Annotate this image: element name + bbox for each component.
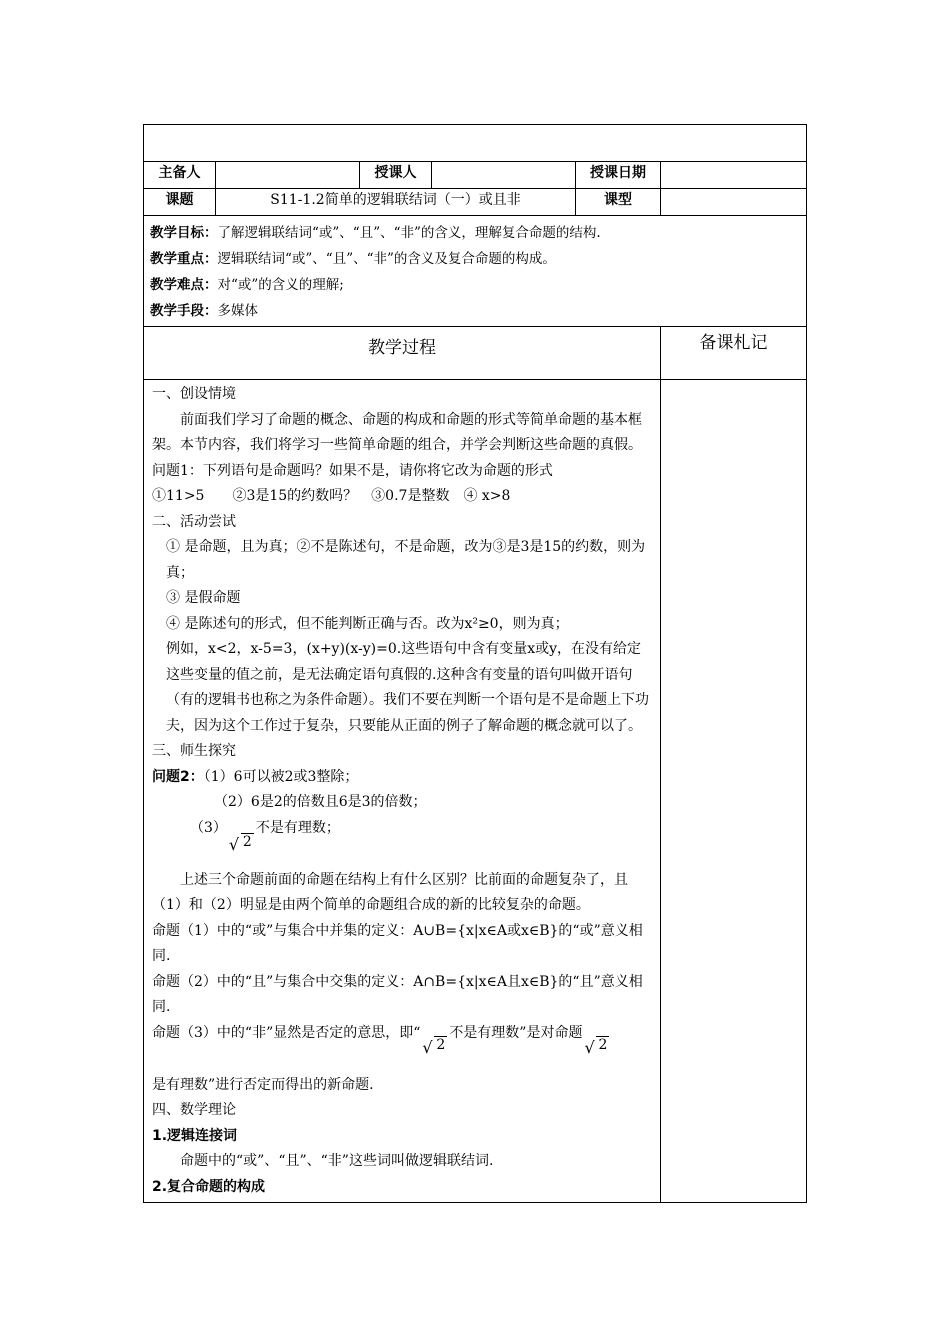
example-paragraph: 例如，x<2，x-5=3，(x+y)(x-y)=0.这些语句中含有变量x或y，在没有给定这些变量的值之前，是无法确定语句真假的.这种含有变量的语句叫做开语句（有的逻辑书也称之为条件命题）。我们不要在判断一个语句是不是命题上下功夫，因为这个工作过于复杂，只要能从正面的例子了解命题的概念就可以了。	[166, 641, 649, 734]
difficulty-text: 对“或”的含义的理解;	[217, 277, 344, 293]
theory-1-title: 1.逻辑连接词	[152, 1127, 238, 1144]
notes-title: 备课札记	[661, 327, 807, 380]
answer-4: ④ 是陈述句的形式，但不能判断正确与否。改为x²≥0，则为真；	[166, 615, 569, 632]
theory-1-body: 命题中的“或”、“且”、“非”这些词叫做逻辑联结词.	[180, 1153, 494, 1169]
section-4-title: 四、数学理论	[152, 1102, 236, 1118]
question-2-item-2: （2）6是2的倍数且6是3的倍数；	[214, 794, 427, 810]
teacher-label: 授课人	[360, 162, 432, 189]
top-blank-row	[144, 125, 807, 162]
objective-label: 教学目标：	[150, 225, 218, 241]
not-explanation-part-1: 命题（3）中的“非”显然是否定的意思，即“	[152, 1024, 421, 1041]
date-label: 授课日期	[576, 162, 661, 189]
sqrt-2-symbol: √ 2	[228, 833, 252, 854]
preparer-value	[216, 162, 360, 189]
theory-2-title: 2.复合命题的构成	[152, 1178, 266, 1195]
content-row	[144, 380, 807, 1203]
date-value	[661, 162, 807, 189]
teacher-value	[432, 162, 576, 189]
type-label: 课型	[576, 189, 661, 216]
sqrt-2-symbol: √ 2	[422, 1036, 446, 1057]
not-explanation-part-2: 不是有理数”是对命题	[449, 1024, 583, 1041]
key-label: 教学重点：	[150, 251, 218, 267]
question-2-label: 问题2：	[152, 768, 204, 785]
and-explanation: 命题（2）中的“且”与集合中交集的定义：A∩B={x|x∈A且x∈B}的“且”意义相同.	[152, 973, 643, 1015]
question-2-item-3-suffix: 不是有理数；	[255, 819, 340, 836]
header-row-1	[144, 162, 807, 189]
means-text: 多媒体	[217, 303, 258, 319]
section-3-title: 三、师生探究	[152, 743, 236, 759]
question-2-item-3-prefix: （3）	[190, 819, 227, 836]
notes-column	[661, 380, 807, 1203]
difficulty-label: 教学难点：	[150, 277, 218, 293]
process-header-row	[144, 327, 807, 380]
means-label: 教学手段：	[150, 303, 218, 319]
type-value	[661, 189, 807, 216]
key-text: 逻辑联结词“或”、“且”、“非”的含义及复合命题的构成。	[217, 251, 556, 267]
preparer-label: 主备人	[144, 162, 216, 189]
answer-3: ③ 是假命题	[166, 590, 241, 606]
not-explanation-end: 是有理数”进行否定而得出的新命题.	[152, 1076, 374, 1093]
goals-cell	[144, 216, 807, 327]
section-1-paragraph: 前面我们学习了命题的概念、命题的构成和命题的形式等简单命题的基本框架。本节内容，我们将学习一些简单命题的组合，并学会判断这些命题的真假。	[152, 411, 642, 453]
sqrt-2-symbol: √ 2	[584, 1036, 608, 1057]
section-2-title: 二、活动尝试	[152, 513, 236, 530]
objective-text: 了解逻辑联结词“或”、“且”、“非”的含义，理解复合命题的结构.	[217, 225, 601, 241]
header-row-2	[144, 189, 807, 216]
section-1-title: 一、创设情境	[152, 386, 236, 402]
process-content	[144, 380, 661, 1203]
question-1: 问题1：下列语句是命题吗？如果不是，请你将它改为命题的形式	[152, 462, 553, 479]
question-2-item-1: （1）6可以被2或3整除；	[203, 768, 359, 785]
question-1-items: ①11>5 ②3是15的约数吗？ ③0.7是整数 ④ x>8	[152, 488, 511, 504]
lesson-plan-table	[143, 124, 807, 1203]
lesson-plan-sheet	[143, 124, 806, 1203]
process-title: 教学过程	[144, 327, 661, 380]
not-explanation-line	[152, 1021, 652, 1073]
answer-1-2: ① 是命题，且为真；②不是陈述句，不是命题，改为③是3是15的约数，则为真；	[166, 539, 646, 581]
topic-label: 课题	[144, 189, 216, 216]
topic-value: S11-1.2简单的逻辑联结词（一）或且非	[216, 189, 576, 216]
or-explanation: 命题（1）中的“或”与集合中并集的定义：A∪B={x|x∈A或x∈B}的“或”意义相同.	[152, 922, 643, 964]
goals-row	[144, 216, 807, 327]
section-3-paragraph: 上述三个命题前面的命题在结构上有什么区别？比前面的命题复杂了，且（1）和（2）明显是由两个简单的命题组合成的新的比较复杂的命题。	[152, 871, 628, 913]
question-2-item-3	[152, 816, 652, 868]
